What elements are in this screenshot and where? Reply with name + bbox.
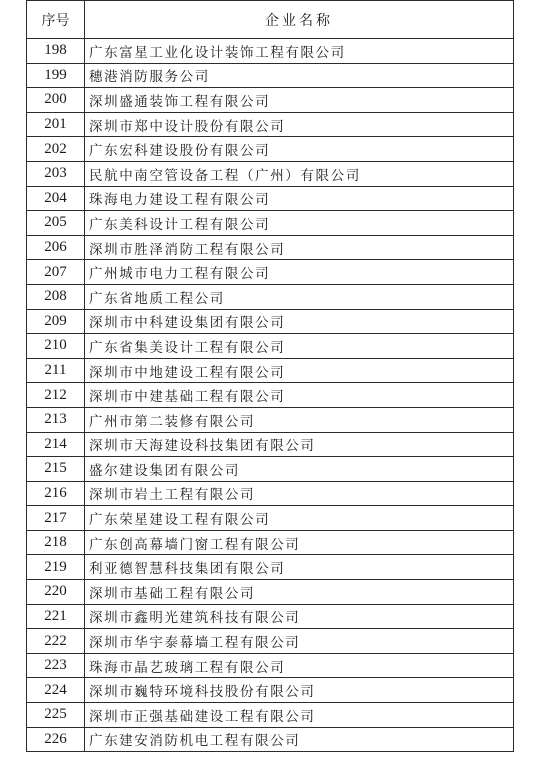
row-index: 217 <box>27 506 85 531</box>
row-company-name: 盛尔建设集团有限公司 <box>85 457 514 482</box>
table-row <box>27 653 514 678</box>
table-row <box>27 284 514 309</box>
table-row <box>27 260 514 285</box>
row-index: 205 <box>27 211 85 236</box>
table-body <box>27 39 514 752</box>
company-list-table <box>26 0 514 752</box>
row-company-name: 广东创高幕墙门窗工程有限公司 <box>85 530 514 555</box>
table-row <box>27 383 514 408</box>
row-index: 216 <box>27 481 85 506</box>
table-row <box>27 137 514 162</box>
row-company-name: 深圳市中地建设工程有限公司 <box>85 358 514 383</box>
row-company-name: 珠海市晶艺玻璃工程有限公司 <box>85 653 514 678</box>
row-index: 210 <box>27 334 85 359</box>
row-company-name: 民航中南空管设备工程（广州）有限公司 <box>85 161 514 186</box>
header-index: 序号 <box>27 1 85 39</box>
table-row <box>27 407 514 432</box>
row-company-name: 广东荣星建设工程有限公司 <box>85 506 514 531</box>
row-index: 211 <box>27 358 85 383</box>
table-row <box>27 703 514 728</box>
row-company-name: 广东美科设计工程有限公司 <box>85 211 514 236</box>
table-row <box>27 112 514 137</box>
table-row <box>27 727 514 752</box>
row-company-name: 穗港消防服务公司 <box>85 63 514 88</box>
row-index: 223 <box>27 653 85 678</box>
row-index: 206 <box>27 235 85 260</box>
table-row <box>27 39 514 64</box>
table-row <box>27 530 514 555</box>
row-company-name: 深圳盛通装饰工程有限公司 <box>85 88 514 113</box>
row-index: 204 <box>27 186 85 211</box>
table-row <box>27 334 514 359</box>
table-row <box>27 580 514 605</box>
row-company-name: 深圳市中科建设集团有限公司 <box>85 309 514 334</box>
row-company-name: 深圳市岩土工程有限公司 <box>85 481 514 506</box>
table-row <box>27 186 514 211</box>
row-index: 220 <box>27 580 85 605</box>
row-index: 215 <box>27 457 85 482</box>
row-company-name: 广州城市电力工程有限公司 <box>85 260 514 285</box>
row-index: 225 <box>27 703 85 728</box>
row-index: 222 <box>27 629 85 654</box>
table-row <box>27 432 514 457</box>
table-row <box>27 358 514 383</box>
row-index: 200 <box>27 88 85 113</box>
row-company-name: 深圳市巍特环境科技股份有限公司 <box>85 678 514 703</box>
row-company-name: 深圳市基础工程有限公司 <box>85 580 514 605</box>
table-row <box>27 481 514 506</box>
row-index: 201 <box>27 112 85 137</box>
row-company-name: 深圳市郑中设计股份有限公司 <box>85 112 514 137</box>
row-index: 218 <box>27 530 85 555</box>
row-index: 202 <box>27 137 85 162</box>
row-index: 207 <box>27 260 85 285</box>
header-company-name: 企业名称 <box>85 1 514 39</box>
row-index: 208 <box>27 284 85 309</box>
table-row <box>27 555 514 580</box>
row-company-name: 广东省集美设计工程有限公司 <box>85 334 514 359</box>
row-index: 199 <box>27 63 85 88</box>
row-company-name: 深圳市胜泽消防工程有限公司 <box>85 235 514 260</box>
table-row <box>27 604 514 629</box>
row-company-name: 深圳市华宇泰幕墙工程有限公司 <box>85 629 514 654</box>
table-row <box>27 235 514 260</box>
row-company-name: 广东富星工业化设计装饰工程有限公司 <box>85 39 514 64</box>
row-index: 219 <box>27 555 85 580</box>
row-company-name: 广州市第二装修有限公司 <box>85 407 514 432</box>
row-company-name: 利亚德智慧科技集团有限公司 <box>85 555 514 580</box>
row-company-name: 广东宏科建设股份有限公司 <box>85 137 514 162</box>
row-index: 198 <box>27 39 85 64</box>
table-row <box>27 161 514 186</box>
row-index: 221 <box>27 604 85 629</box>
row-index: 212 <box>27 383 85 408</box>
row-company-name: 珠海电力建设工程有限公司 <box>85 186 514 211</box>
row-index: 214 <box>27 432 85 457</box>
table-row <box>27 506 514 531</box>
row-index: 224 <box>27 678 85 703</box>
row-index: 209 <box>27 309 85 334</box>
row-index: 213 <box>27 407 85 432</box>
table-row <box>27 629 514 654</box>
row-company-name: 深圳市鑫明光建筑科技有限公司 <box>85 604 514 629</box>
row-company-name: 广东省地质工程公司 <box>85 284 514 309</box>
row-company-name: 广东建安消防机电工程有限公司 <box>85 727 514 752</box>
table-row <box>27 211 514 236</box>
row-company-name: 深圳市中建基础工程有限公司 <box>85 383 514 408</box>
table-row <box>27 88 514 113</box>
row-company-name: 深圳市正强基础建设工程有限公司 <box>85 703 514 728</box>
row-index: 226 <box>27 727 85 752</box>
table-row <box>27 678 514 703</box>
table-row <box>27 309 514 334</box>
page-cutoff <box>0 770 541 777</box>
table-header-row <box>27 1 514 39</box>
table-row <box>27 63 514 88</box>
row-company-name: 深圳市天海建设科技集团有限公司 <box>85 432 514 457</box>
row-index: 203 <box>27 161 85 186</box>
table-row <box>27 457 514 482</box>
